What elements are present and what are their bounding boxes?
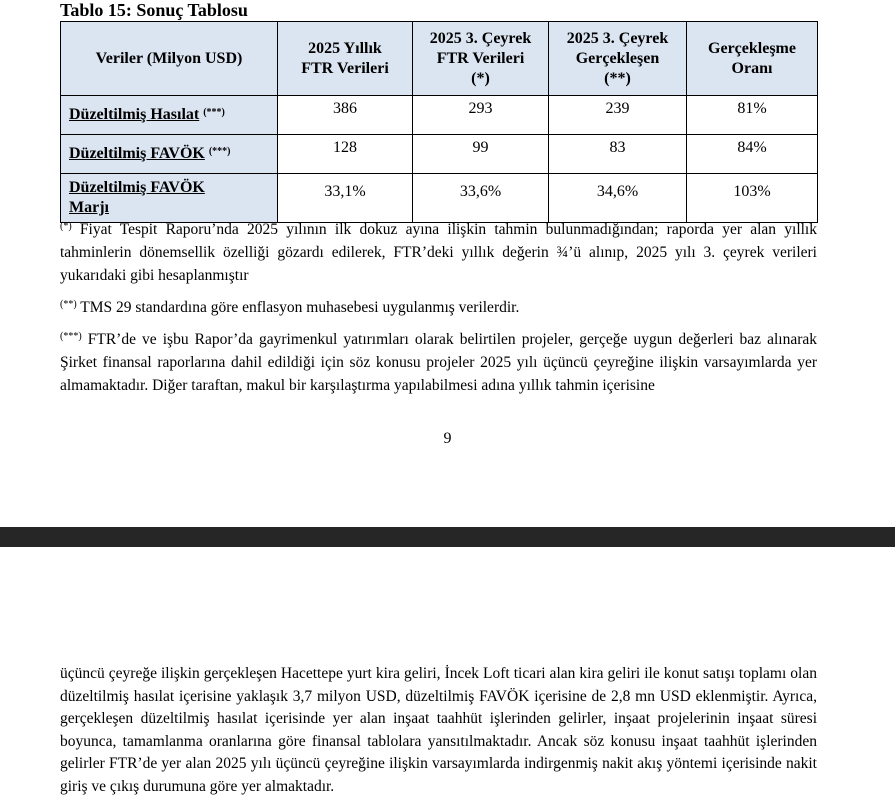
table-cell: 293 [413,96,549,135]
row-label: Düzeltilmiş Hasılat (***) [61,96,278,135]
document-page-bottom [0,547,895,798]
page-separator [0,527,895,547]
table-row [61,174,818,223]
header-q3-ftr: 2025 3. Çeyrek FTR Verileri (*) [413,22,549,96]
table-row [61,96,818,135]
table-title: Tablo 15: Sonuç Tablosu [60,0,248,20]
header-data-label: Veriler (Milyon USD) [61,22,278,96]
footnote-3: (***) FTR’de ve işbu Rapor’da gayrimenkul yatırımları olarak belirtilen projeler, gerçeğe uygun değerleri baz alınarak Şirket finansal raporlarına dahil edildiği için söz konusu projeler 2025 yılı üçüncü çeyreğine ilişkin varsayımlarda yer almamaktadır. Diğer taraftan, makul bir karşılaştırma yapılabilmesi adına yıllık tahmin içerisine [60,331,817,394]
results-table [60,21,818,223]
header-annual-ftr: 2025 Yıllık FTR Verileri [278,22,413,96]
row-label: Düzeltilmiş FAVÖK Marjı [61,174,278,223]
footnote-2: (**) TMS 29 standardına göre enflasyon muhasebesi uygulanmış verilerdir. [60,299,520,316]
table-cell: 128 [278,135,413,174]
row-label: Düzeltilmiş FAVÖK (***) [61,135,278,174]
footnote-1: (*) Fiyat Tespit Raporu’nda 2025 yılının ilk dokuz ayına ilişkin tahmin bulunmadığından; raporda yer alan yıllık tahminlerin dönemsellik özelliği gözardı edilerek, FTR’deki yıllık değerin ¾’ü alınıp, 2025 yılı 3. çeyrek verileri yukarıdaki gibi hesaplanmıştır [60,221,817,284]
table-cell: 83 [549,135,687,174]
table-cell: 34,6% [549,174,687,223]
page-number: 9 [443,430,452,447]
table-row [61,135,818,174]
table-cell: 103% [687,174,818,223]
table-cell: 386 [278,96,413,135]
header-q3-actual: 2025 3. Çeyrek Gerçekleşen (**) [549,22,687,96]
table-cell: 33,1% [278,174,413,223]
table-cell: 239 [549,96,687,135]
table-cell: 81% [687,96,818,135]
table-header-row [61,22,818,96]
table-cell: 99 [413,135,549,174]
table-cell: 33,6% [413,174,549,223]
table-cell: 84% [687,135,818,174]
header-realization-rate: Gerçekleşme Oranı [687,22,818,96]
continuation-paragraph: üçüncü çeyreğe ilişkin gerçekleşen Hacettepe yurt kira geliri, İncek Loft ticari alan kira geliri ile konut satışı toplamı olan düzeltilmiş hasılat içerisine yaklaşık 3,7 milyon USD, düzeltilmiş FAVÖK içerisine de 2,8 mn USD eklenmiştir. Ayrıca, gerçekleşen düzeltilmiş hasılat içerisinde yer alan inşaat taahhüt işlerinden gelirler, inşaat projelerinin inşaat süresi boyunca, tamamlanma oranlarına göre finansal tablolara yansıtılmaktadır. Ancak söz konusu inşaat taahhüt işlerinden gelirler FTR’de yer alan 2025 yılı üçüncü çeyreğine ilişkin varsayımlarda indirgenmiş nakit akış yöntemi içerisinde nakit giriş ve çıkış durumuna göre yer almaktadır. [60,665,817,795]
